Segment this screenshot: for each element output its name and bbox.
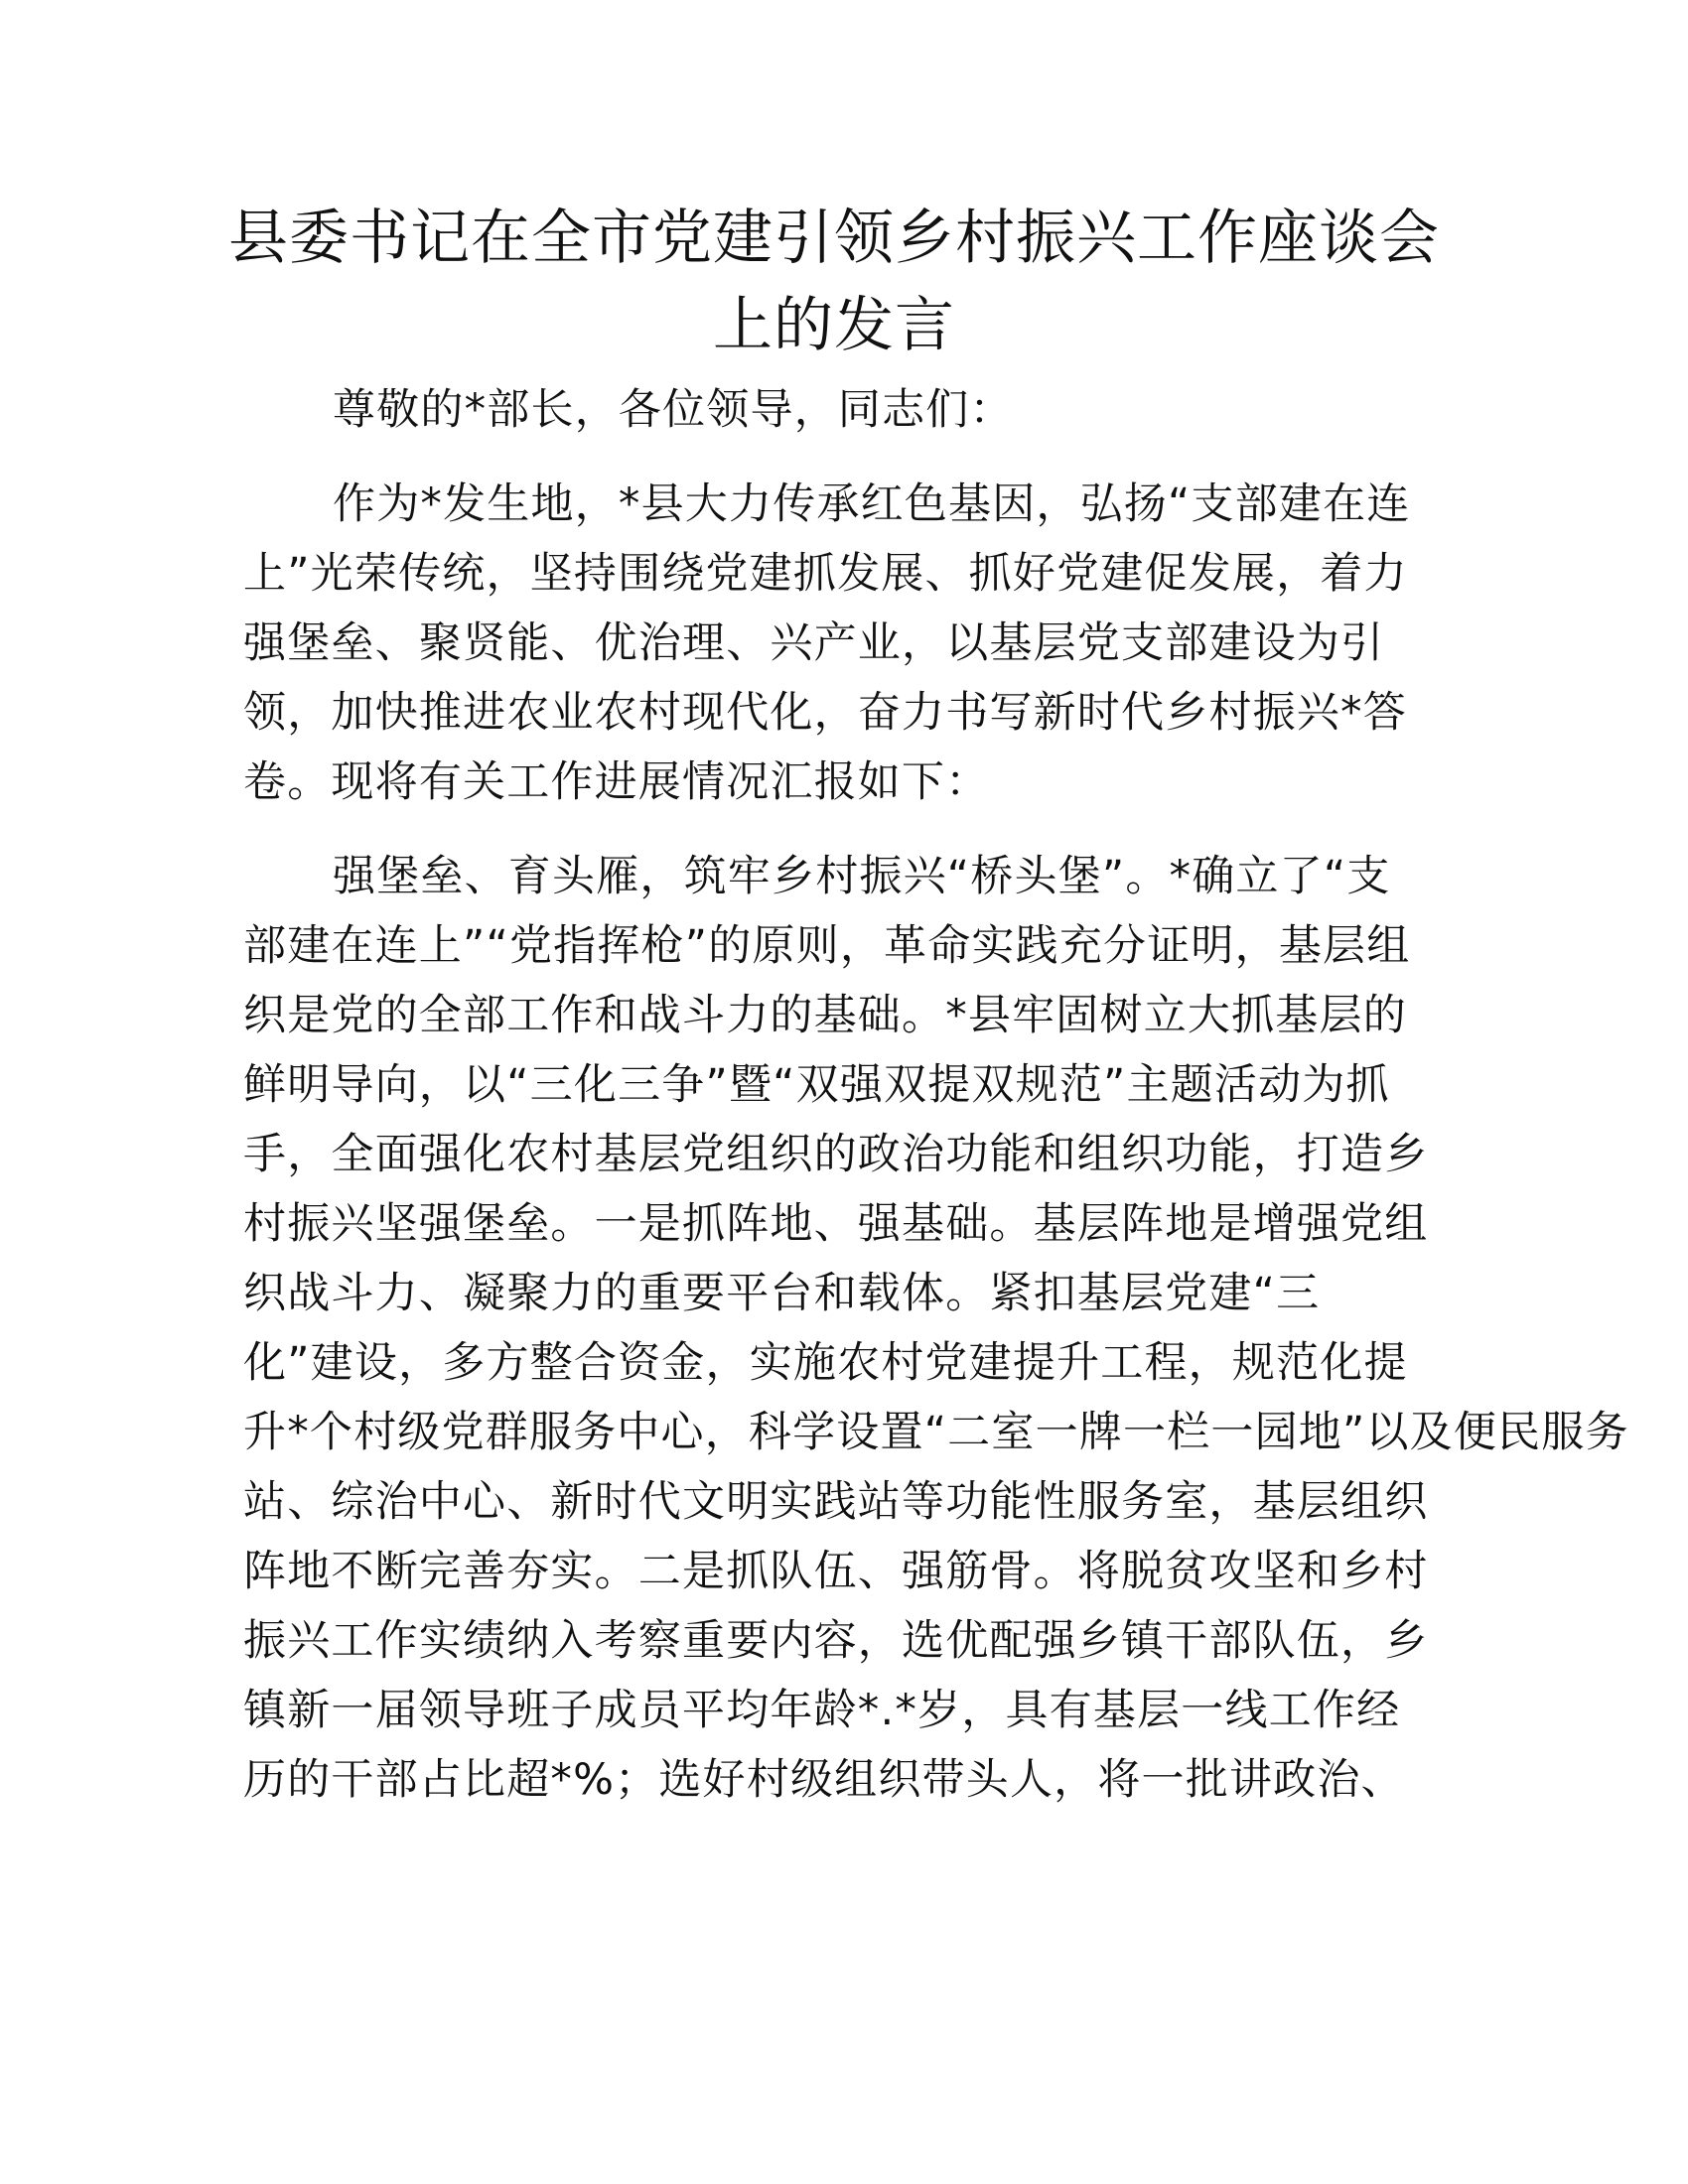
paragraph-1-line: 上”光荣传统，坚持围绕党建抓发展、抓好党建促发展，着力	[243, 549, 1408, 599]
greeting: 尊敬的*部长，各位领导，同志们：	[333, 385, 1014, 435]
paragraph-2-line: 升*个村级党群服务中心，科学设置“二室一牌一栏一园地”以及便民服务	[243, 1408, 1629, 1457]
paragraph-2-line: 站、综治中心、新时代文明实践站等功能性服务室，基层组织	[243, 1477, 1429, 1527]
paragraph-2-line: 阵地不断完善夯实。二是抓队伍、强筋骨。将脱贫攻坚和乡村	[243, 1547, 1429, 1596]
paragraph-1-line: 卷。现将有关工作进展情况汇报如下：	[243, 757, 990, 807]
paragraph-2-line: 织是党的全部工作和战斗力的基础。*县牢固树立大抓基层的	[243, 991, 1407, 1040]
paragraph-2-line: 手，全面强化农村基层党组织的政治功能和组织功能，打造乡	[243, 1130, 1429, 1179]
paragraph-1-line: 强堡垒、聚贤能、优治理、兴产业，以基层党支部建设为引	[243, 618, 1385, 668]
paragraph-2-line: 化”建设，多方整合资金，实施农村党建提升工程，规范化提	[243, 1338, 1408, 1388]
paragraph-2-line: 鲜明导向，以“三化三争”暨“双强双提双规范”主题活动为抓	[243, 1060, 1390, 1110]
document-title-line-1: 县委书记在全市党建引领乡村振兴工作座谈会	[228, 204, 1440, 273]
paragraph-2-line: 振兴工作实绩纳入考察重要内容，选优配强乡镇干部队伍，乡	[243, 1616, 1429, 1666]
paragraph-2-line: 历的干部占比超*%；选好村级组织带头人，将一批讲政治、	[243, 1755, 1405, 1805]
document-title-line-2: 上的发言	[713, 291, 955, 360]
paragraph-2-line: 织战斗力、凝聚力的重要平台和载体。紧扣基层党建“三	[243, 1269, 1321, 1318]
paragraph-2-line: 村振兴坚强堡垒。一是抓阵地、强基础。基层阵地是增强党组	[243, 1199, 1429, 1249]
paragraph-2-line: 部建在连上”“党指挥枪”的原则，革命实践充分证明，基层组	[243, 921, 1411, 971]
paragraph-1-line: 领，加快推进农业农村现代化，奋力书写新时代乡村振兴*答	[243, 688, 1407, 738]
paragraph-2-line: 镇新一届领导班子成员平均年龄*.*岁，具有基层一线工作经	[243, 1686, 1401, 1735]
paragraph-2-line: 强堡垒、育头雁，筑牢乡村振兴“桥头堡”。*确立了“支	[333, 852, 1391, 901]
paragraph-1-line: 作为*发生地，*县大力传承红色基因，弘扬“支部建在连	[333, 479, 1411, 529]
